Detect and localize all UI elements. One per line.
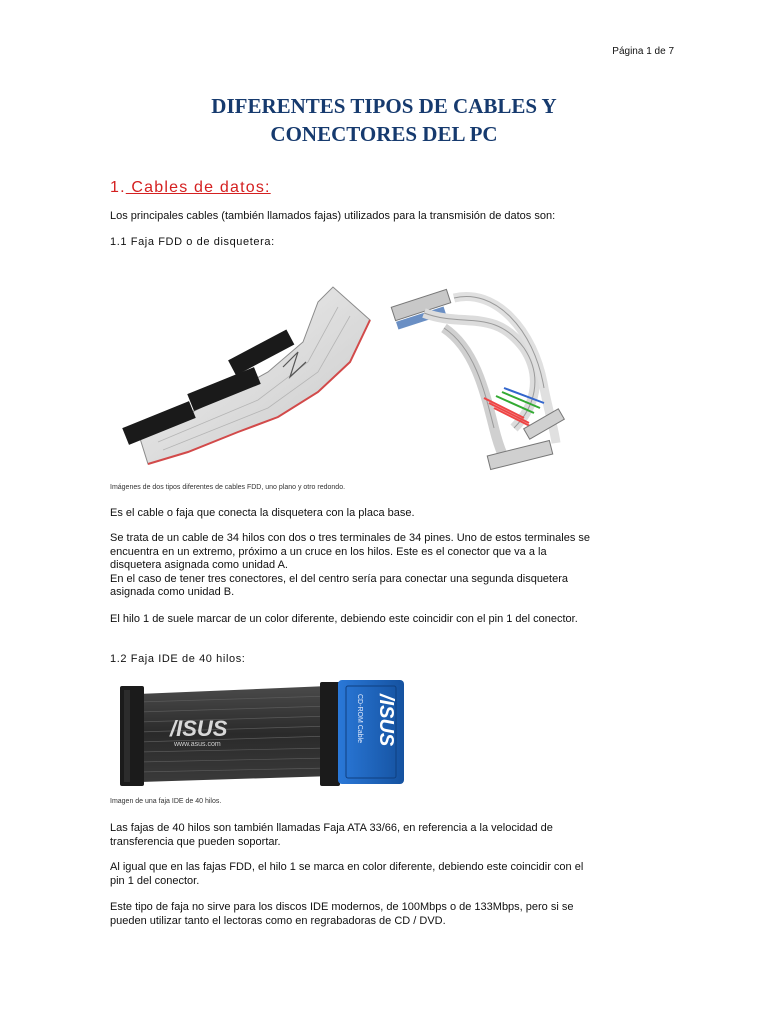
fdd-paragraph-3: El hilo 1 de suele marcar de un color diferente, debiendo este coincidir con el pin 1 del conector.	[110, 613, 578, 625]
fdd-paragraph-2-line: asignada como unidad B.	[110, 586, 235, 599]
fdd-image-caption: Imágenes de dos tipos diferentes de cables FDD, uno plano y otro redondo.	[110, 484, 346, 491]
page-number: Página 1 de 7	[612, 46, 674, 57]
section-heading	[110, 179, 271, 197]
ide-paragraph-1-line: transferencia que pueden soportar.	[110, 835, 281, 848]
subsection-title-fdd: 1.1 Faja FDD o de disquetera:	[110, 236, 275, 248]
fdd-paragraph-2-line: disquetera asignada como unidad A.	[110, 559, 288, 572]
ide-cable-image	[108, 672, 412, 792]
title-line-1: DIFERENTES TIPOS DE CABLES Y	[211, 94, 557, 118]
subsection-title-ide: 1.2 Faja IDE de 40 hilos:	[110, 653, 246, 665]
ide-paragraph-3-line: pueden utilizar tanto el lectoras como en regrabadoras de CD / DVD.	[110, 914, 446, 927]
round-fdd-cable-image	[384, 268, 574, 478]
flat-fdd-cable-image	[118, 282, 374, 474]
document-title	[0, 92, 768, 148]
ide-paragraph-1-line: Las fajas de 40 hilos son también llamadas Faja ATA 33/66, en referencia a la velocidad de	[110, 822, 553, 834]
ide-url-text: www.asus.com	[174, 741, 221, 748]
ide-logo-text: /ISUS	[170, 716, 228, 741]
section-number: 1.	[110, 179, 126, 196]
title-line-2: CONECTORES DEL PC	[270, 122, 498, 146]
ide-connector-label-text: CD-ROM Cable	[356, 694, 363, 744]
fdd-paragraph-2-line: encuentra en un extremo, próximo a un cruce en los hilos. Este es el conector que va a la	[110, 545, 547, 558]
fdd-paragraph-1: Es el cable o faja que conecta la disquetera con la placa base.	[110, 507, 415, 519]
ide-image-caption: Imagen de una faja IDE de 40 hilos.	[110, 798, 222, 805]
ide-paragraph-1	[110, 822, 670, 849]
section-heading-text: Cables de datos:	[125, 179, 271, 196]
ide-connector-logo-text: /ISUS	[375, 694, 397, 747]
ide-paragraph-3	[110, 901, 670, 928]
fdd-paragraph-2	[110, 532, 670, 600]
ide-paragraph-3-line: Este tipo de faja no sirve para los discos IDE modernos, de 100Mbps o de 133Mbps, pero si se	[110, 901, 574, 913]
intro-paragraph: Los principales cables (también llamados fajas) utilizados para la transmisión de datos son:	[110, 210, 556, 222]
ide-paragraph-2-line: Al igual que en las fajas FDD, el hilo 1 se marca en color diferente, debiendo este coincidir con el	[110, 861, 584, 873]
ide-paragraph-2-line: pin 1 del conector.	[110, 874, 200, 887]
fdd-paragraph-2-line: En el caso de tener tres conectores, el del centro sería para conectar una segunda disquetera	[110, 572, 569, 585]
fdd-paragraph-2-line: Se trata de un cable de 34 hilos con dos o tres terminales de 34 pines. Uno de estos terminales se	[110, 532, 591, 544]
ide-paragraph-2	[110, 861, 670, 888]
